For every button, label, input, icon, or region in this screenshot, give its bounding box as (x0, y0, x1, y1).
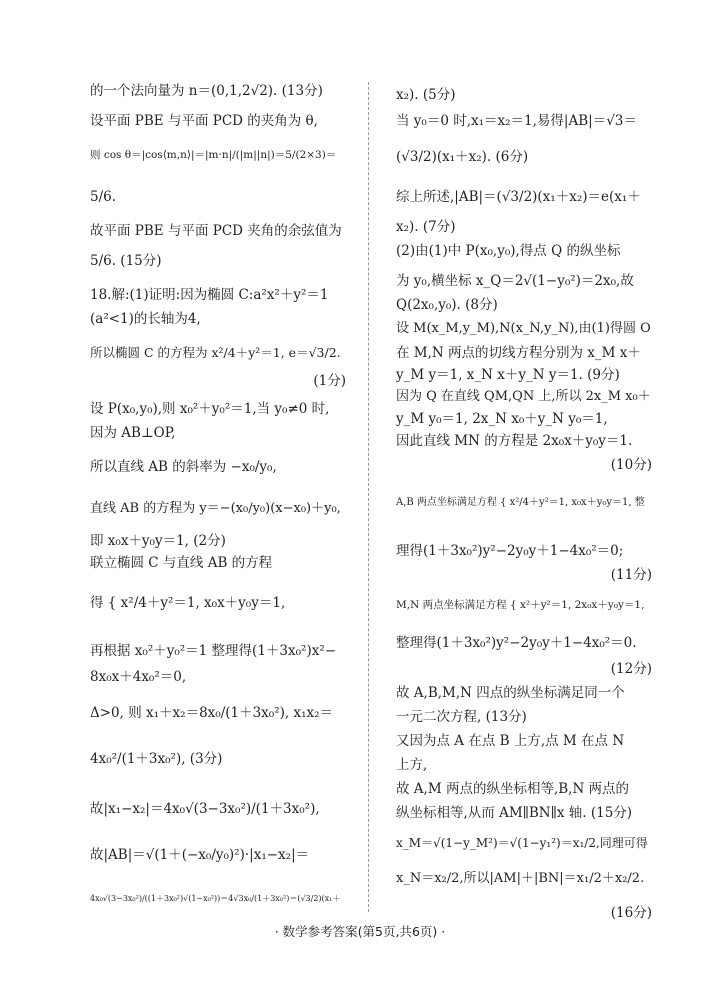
text-line: 因为 AB⊥OP, (90, 425, 176, 441)
text-line: 故 A,B,M,N 四点的纵坐标满足同一个 (396, 685, 625, 701)
text-line: 5/6. (15分) (90, 253, 162, 269)
text-line: 故 A,M 两点的纵坐标相等,B,N 两点的 (396, 781, 630, 797)
text-line: 5/6. (90, 189, 117, 205)
text-line: 直线 AB 的方程为 y＝−(x₀/y₀)(x−x₀)＋y₀, (90, 501, 341, 516)
text-line: 即 x₀x＋y₀y＝1, (2分) (90, 533, 226, 549)
score-label: (10分) (610, 457, 652, 473)
text-line: 18.解:(1)证明:因为椭圆 C:a²x²＋y²＝1 (90, 287, 329, 303)
text-line: 整理得(1＋3x₀²)y²−2y₀y＋1−4x₀²＝0. (396, 635, 637, 651)
text-line: 一元二次方程, (13分) (396, 709, 527, 725)
text-line: 则 cos θ＝|cos⟨m,n⟩|＝|m·n|/(|m||n|)＝5/(2×3)＝ (90, 149, 337, 161)
column-divider (368, 82, 369, 912)
score-label: (1分) (313, 373, 346, 389)
text-line: 联立椭圆 C 与直线 AB 的方程 (90, 555, 273, 571)
text-line: 4x₀√(3−3x₀²)/((1＋3x₀²)√(1−x₀²))＝4√3x₀/(1＋3x₀²)＝(√3/2)(x₁＋ (90, 894, 341, 903)
text-line: 的一个法向量为 n＝(0,1,2√2). (13分) (90, 83, 323, 99)
score-label: (16分) (610, 905, 652, 921)
text-line: 所以直线 AB 的斜率为 −x₀/y₀, (90, 459, 277, 475)
text-line: 综上所述,|AB|＝(√3/2)(x₁＋x₂)＝e(x₁＋ (396, 189, 641, 205)
score-label: (12分) (610, 661, 652, 677)
text-line: 故|AB|＝√(1＋(−x₀/y₀)²)·|x₁−x₂|＝ (90, 847, 310, 863)
text-line: y_M y₀＝1, 2x_N x₀＋y_N y₀＝1, (396, 411, 608, 427)
text-line: A,B 两点坐标满足方程 { x²/4＋y²＝1, x₀x＋y₀y＝1, 整 (396, 497, 645, 508)
text-line: 8x₀x＋4x₀²＝0, (90, 669, 187, 685)
text-line: 在 M,N 两点的切线方程分别为 x_M x＋ (396, 345, 641, 361)
text-line: x_N＝x₂/2,所以|AM|＋|BN|＝x₁/2＋x₂/2. (396, 871, 645, 886)
text-line: M,N 两点坐标满足方程 { x²＋y²＝1, 2x₀x＋y₀y＝1, (396, 599, 645, 611)
score-label: (11分) (610, 567, 652, 583)
text-line: Q(2x₀,y₀). (8分) (396, 297, 498, 313)
text-line: 4x₀²/(1＋3x₀²), (3分) (90, 751, 223, 767)
text-line: (√3/2)(x₁＋x₂). (6分) (396, 149, 529, 165)
text-line: 因为 Q 在直线 QM,QN 上,所以 2x_M x₀＋ (396, 389, 651, 404)
text-line: 因此直线 MN 的方程是 2x₀x＋y₀y＝1. (396, 433, 633, 449)
page-footer: · 数学参考答案(第5页,共6页) · (274, 924, 446, 939)
text-line: x₂). (7分) (396, 219, 456, 235)
text-line: 又因为点 A 在点 B 上方,点 M 在点 N (396, 733, 625, 749)
text-line: 设 M(x_M,y_M),N(x_N,y_N),由(1)得圆 O (396, 321, 651, 336)
text-line: Δ>0, 则 x₁＋x₂＝8x₀/(1＋3x₀²), x₁x₂＝ (90, 705, 334, 721)
text-line: y_M y＝1, x_N x＋y_N y＝1. (9分) (396, 367, 620, 383)
text-line: 上方, (396, 757, 428, 773)
text-line: 为 y₀,横坐标 x_Q＝2√(1−y₀²)＝2x₀,故 (396, 273, 634, 289)
text-line: (a²<1)的长轴为4, (90, 311, 201, 327)
text-line: 当 y₀＝0 时,x₁＝x₂＝1,易得|AB|＝√3＝ (396, 113, 637, 129)
text-line: 纵坐标相等,从而 AM∥BN∥x 轴. (15分) (396, 805, 633, 821)
text-line: 再根据 x₀²＋y₀²＝1 整理得(1＋3x₀²)x²− (90, 643, 337, 659)
text-line: 设平面 PBE 与平面 PCD 的夹角为 θ, (90, 113, 318, 129)
text-line: 故平面 PBE 与平面 PCD 夹角的余弦值为 (90, 223, 342, 239)
text-line: x_M＝√(1−y_M²)＝√(1−y₁²)＝x₁/2,同理可得 (396, 836, 648, 850)
text-line: (2)由(1)中 P(x₀,y₀),得点 Q 的纵坐标 (396, 243, 621, 259)
text-line: 所以椭圆 C 的方程为 x²/4＋y²＝1, e＝√3/2. (90, 345, 341, 360)
text-line: 得 { x²/4＋y²＝1, x₀x＋y₀y＝1, (90, 595, 286, 611)
text-line: 故|x₁−x₂|＝4x₀√(3−3x₀²)/(1＋3x₀²), (90, 801, 320, 817)
text-line: 设 P(x₀,y₀),则 x₀²＋y₀²＝1,当 y₀≠0 时, (90, 401, 330, 417)
text-line: 理得(1＋3x₀²)y²−2y₀y＋1−4x₀²＝0; (396, 543, 624, 559)
text-line: x₂). (5分) (396, 87, 456, 103)
